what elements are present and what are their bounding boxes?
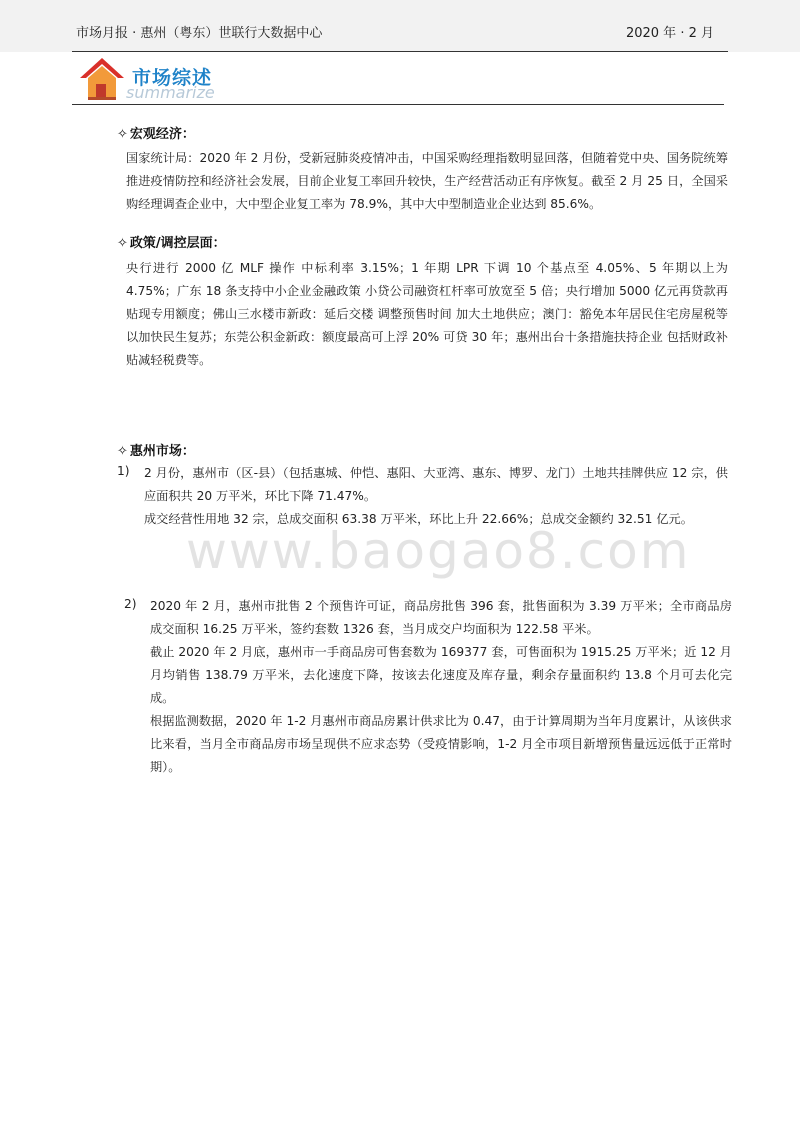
macro-heading	[117, 123, 195, 142]
policy-title: 政策/调控层面：	[129, 236, 226, 251]
macro-paragraph	[126, 147, 728, 216]
item-2-sales: 2020 年 2 月，惠州市批售 2 个预售许可证，商品房批售 396 套，批售面积为 3.39 万平米；全市商品房成交面积 16.25 万平米，签约套数 1326 套，当月成交户均面积为 122.58 平米。	[150, 599, 732, 636]
header-report-title: 市场月报 · 惠州（粤东）世联行大数据中心	[76, 26, 323, 41]
logo-divider	[72, 104, 724, 105]
macro-text: 国家统计局：2020 年 2 月份，受新冠肺炎疫情冲击，中国采购经理指数明显回落，但随着党中央、国务院统筹推进疫情防控和经济社会发展，目前企业复工率回升较快，生产经营活动正有序恢复。截至 2 月 25 日，全国采购经理调查企业中，大中型企业复工率为 78.9%，其中大中型制造业企业达到 85.6%。	[126, 151, 728, 211]
diamond-bullet-icon: ✧	[117, 236, 128, 251]
house-icon	[76, 54, 128, 104]
item-1-number: 1)	[117, 464, 130, 478]
item-2-inventory: 截止 2020 年 2 月底，惠州市一手商品房可售套数为 169377 套，可售面积为 1915.25 万平米；近 12 月月均销售 138.79 万平米，去化速度下降，按该去化速度及库存量，剩余存量面积约 13.8 个月可去化完成。	[150, 645, 732, 705]
item-1-land-deals: 成交经营性用地 32 宗，总成交面积 63.38 万平米，环比上升 22.66%；总成交金额约 32.51 亿元。	[144, 512, 693, 526]
policy-text: 央行进行 2000 亿 MLF 操作 中标利率 3.15%；1 年期 LPR 下调 10 个基点至 4.05%、5 年期以上为 4.75%；广东 18 条支持中小企业金融政策 小贷公司融资杠杆率可放宽至 5 倍；央行增加 5000 亿元再贷款再贴现专用额度；佛山三水楼市新政：延后交楼 调整预售时间 加大土地供应；澳门：豁免本年居民住宅房屋税等以加快民生复苏；东莞公积金新政：额度最高可上浮 20% 可贷 30 年；惠州出台十条措施扶持企业 包括财政补贴减轻税费等。	[126, 261, 728, 367]
item-2-number: 2)	[124, 597, 137, 611]
item-1-paragraph	[144, 462, 728, 531]
policy-paragraph	[126, 257, 728, 372]
diamond-bullet-icon: ✧	[117, 127, 128, 142]
page-header	[0, 0, 800, 52]
section-logo	[76, 54, 246, 104]
item-1-land-supply: 2 月份，惠州市（区-县）（包括惠城、仲恺、惠阳、大亚湾、惠东、博罗、龙门）土地共挂牌供应 12 宗，供应面积共 20 万平米，环比下降 71.47%。	[144, 466, 728, 503]
huizhou-heading	[117, 440, 195, 459]
diamond-bullet-icon: ✧	[117, 444, 128, 459]
logo-subtitle: summarize	[126, 83, 215, 102]
header-divider	[72, 51, 728, 52]
watermark: www.baogao8.com	[186, 522, 691, 580]
huizhou-title: 惠州市场：	[129, 444, 195, 459]
policy-heading	[117, 232, 226, 251]
item-2-supply-demand: 根据监测数据，2020 年 1-2 月惠州市商品房累计供求比为 0.47，由于计算周期为当年月度累计，从该供求比来看，当月全市商品房市场呈现供不应求态势（受疫情影响，1-2 月全市项目新增预售量远远低于正常时期）。	[150, 714, 732, 774]
item-2-paragraph	[150, 595, 732, 779]
header-date: 2020 年 · 2 月	[625, 26, 714, 41]
macro-title: 宏观经济：	[129, 127, 195, 142]
logo-title: 市场综述	[132, 67, 213, 89]
